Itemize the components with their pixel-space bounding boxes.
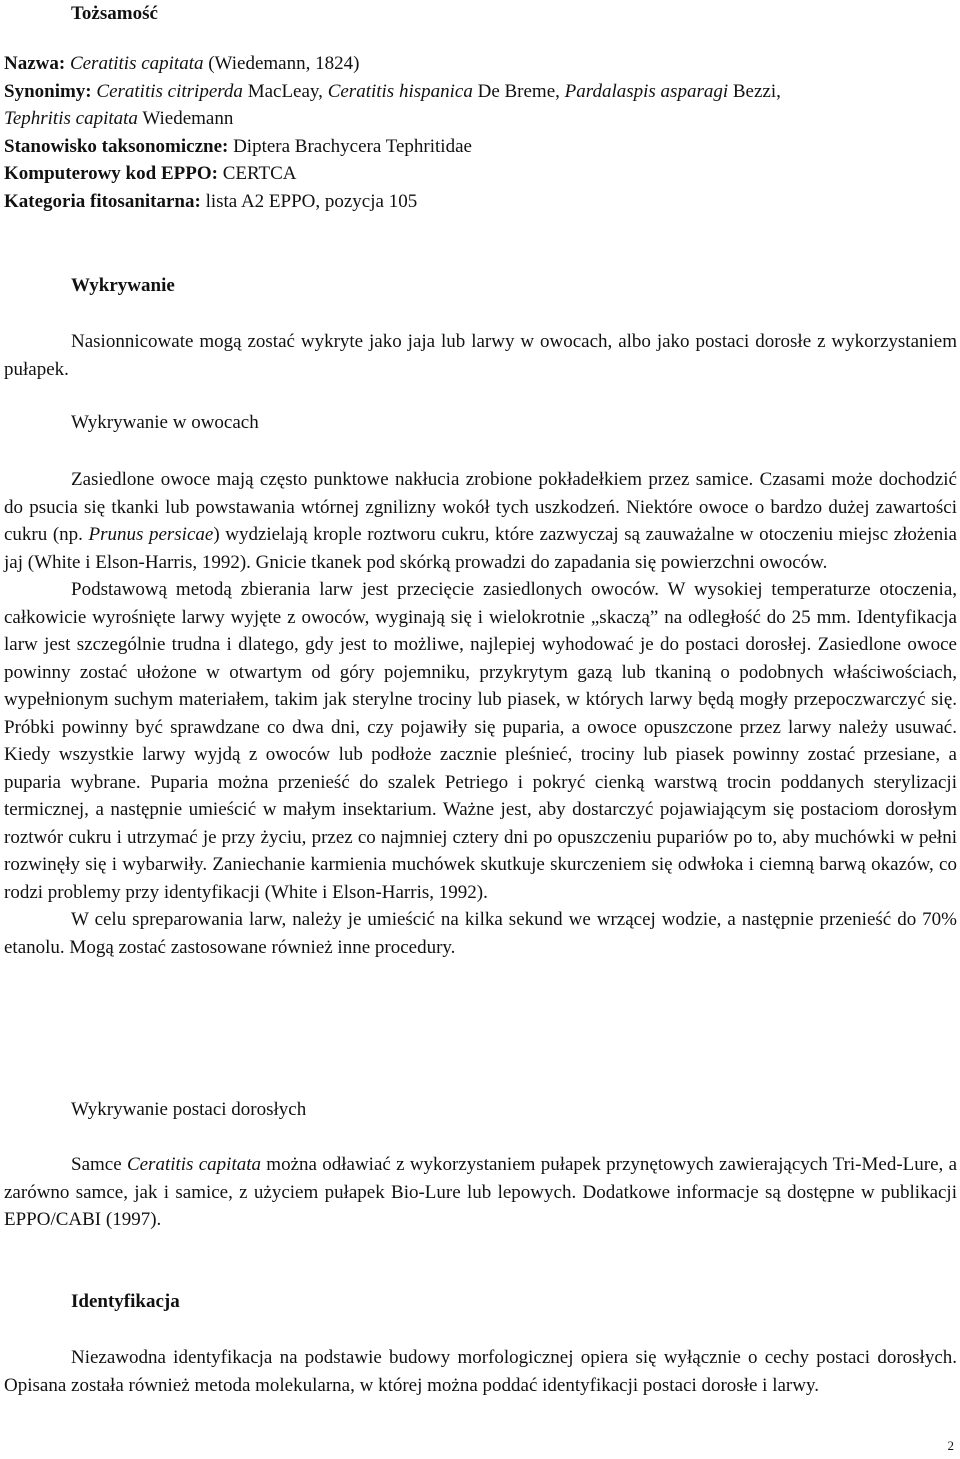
name-line xyxy=(4,50,957,78)
synonyms-line xyxy=(4,78,957,106)
adult-paragraph xyxy=(4,1151,957,1234)
fruit-p1-italic: Prunus persicae xyxy=(88,524,214,545)
identity-heading-block xyxy=(4,0,957,28)
name-italic: Ceratitis capitata xyxy=(69,53,204,74)
adult-text-b: można odławiać z wykorzystaniem pułapek przynętowych zawierających Tri-Med-Lure, a zarówno samce, jak i samice, z użyciem pułapek Bio-Lure lub lepowych. Dodatkowe informacje są dostępne w publikacji EPPO/CABI (1997). xyxy=(4,1154,957,1230)
fruit-paragraph-3: W celu spreparowania larw, należy je umieścić na kilka sekund we wrzącej wodzie, a następnie przenieść do 70% etanolu. Mogą zostać zastosowane również inne procedury. xyxy=(4,909,957,958)
category-value: lista A2 EPPO, pozycja 105 xyxy=(200,190,418,212)
synonyms-line-2 xyxy=(4,105,957,133)
adult-subheading-block xyxy=(4,1096,957,1124)
name-rest: (Wiedemann, 1824) xyxy=(203,53,360,74)
eppo-code-line xyxy=(4,160,957,188)
eppo-code-value: CERTCA xyxy=(217,163,297,184)
fruit-p1-text-b: ) wydzielają krople roztworu cukru, które zazwyczaj są zauważalne w otoczeniu miejsc złożenia jaj (White i Elson-Harris, 1992). Gnicie tkanek pod skórką prowadzi do zapadania się powierzchni owoców. xyxy=(4,524,957,573)
subheading-fruit: Wykrywanie w owocach xyxy=(71,412,259,433)
synonym-4: Tephritis capitata xyxy=(4,108,138,129)
fruit-paragraph-2: Podstawową metodą zbierania larw jest przecięcie zasiedlonych owoców. W wysokiej temperaturze otoczenia, całkowicie wyrośnięte larwy wyjęte z owoców, wyginają się i wielokrotnie „skaczą” na odległość do 25 mm. Identyfikacja larw jest szczególnie trudna i dlatego, gdy jest to możliwe, najlepiej wyhodować je do postaci dorosłej. Zasiedlone owoce powinny zostać ułożone w otwartym od góry pojemniku, przykrytym gazą lub tkaniną o podobnych właściwościach, wypełnionym suchym materiałem, takim jak sterylne trociny lub piasek, w których larwy będą mogły przepoczwarczyć się. Próbki powinny być sprawdzane co dwa dni, czy pojawiły się puparia, a owoce opuszczone przez larwy należy usuwać. Kiedy wszystkie larwy wyjdą z owoców lub podłoże zacznie pleśnieć, trociny lub piasek powinny zostać przesiane, a puparia wybrane. Puparia można przenieść do szalek Petriego i pokryć cienką warstwą trocin poddanych sterylizacji termicznej, a następnie umieścić w małym insektarium. Ważne jest, aby dostarczyć pojawiającym się postaciom dorosłym roztwór cukru i utrzymać je przy życiu, przez co najmniej cztery dni po opuszczeniu pupariów po to, aby muchówki w pełni rozwinęły się i wybarwiły. Zaniechanie karmienia muchówek skutkuje skurczeniem się odwłoka i ciemną barwą okazów, co rodzi problemy przy identyfikacji (White i Elson-Harris, 1992). xyxy=(4,579,957,903)
taxonomy-line xyxy=(4,133,957,161)
section-heading-identity: Tożsamość xyxy=(71,3,158,24)
category-label: Kategoria fitosanitarna: xyxy=(4,190,201,212)
synonym-2-author: De Breme, xyxy=(472,80,565,102)
taxonomy-value: Diptera Brachycera Tephritidae xyxy=(228,135,472,157)
synonyms-label: Synonimy: xyxy=(4,80,92,102)
category-line xyxy=(4,188,957,216)
detection-intro-block xyxy=(4,328,957,383)
section-heading-identification: Identyfikacja xyxy=(71,1291,180,1312)
identity-fields xyxy=(4,50,957,215)
page-number: 2 xyxy=(947,1438,954,1453)
synonym-1: Ceratitis citriperda xyxy=(96,80,243,102)
synonym-2: Ceratitis hispanica xyxy=(327,80,473,102)
detection-intro: Nasionnicowate mogą zostać wykryte jako jaja lub larwy w owocach, albo jako postaci dorosłe z wykorzystaniem pułapek. xyxy=(4,331,957,380)
taxonomy-label: Stanowisko taksonomiczne: xyxy=(4,135,229,157)
synonym-3-author: Bezzi, xyxy=(728,80,781,102)
section-heading-detection: Wykrywanie xyxy=(71,275,175,296)
fruit-paragraph-1 xyxy=(4,466,957,576)
fruit-p1-text-a: Zasiedlone owoce mają często punktowe nakłucia zrobione pokładełkiem przez samice. Czasami może dochodzić do psucia się tkanki lub powstawania wtórnej zgnilizny wokół tych uszkodzeń. Niektóre owoce o bardzo dużej zawartości cukru (np. xyxy=(4,469,957,545)
adult-italic: Ceratitis capitata xyxy=(126,1154,262,1175)
fruit-subheading-block xyxy=(4,409,957,437)
identification-text-block xyxy=(4,1344,957,1399)
adult-text-block xyxy=(4,1151,957,1234)
synonym-1-author: MacLeay, xyxy=(242,80,328,102)
detection-heading-block xyxy=(4,272,957,300)
name-label: Nazwa: xyxy=(4,53,66,74)
synonym-3: Pardalaspis asparagi xyxy=(564,80,729,102)
identification-heading-block xyxy=(4,1288,957,1316)
fruit-text-block xyxy=(4,466,957,961)
subheading-adults: Wykrywanie postaci dorosłych xyxy=(71,1099,307,1120)
eppo-code-label: Komputerowy kod EPPO: xyxy=(4,163,218,184)
identification-paragraph: Niezawodna identyfikacja na podstawie budowy morfologicznej opiera się wyłącznie o cechy postaci dorosłych. Opisana została również metoda molekularna, w której można poddać identyfikacji postaci dorosłe i larwy. xyxy=(4,1347,957,1396)
adult-text-a: Samce xyxy=(71,1154,127,1175)
synonym-4-author: Wiedemann xyxy=(137,108,234,129)
